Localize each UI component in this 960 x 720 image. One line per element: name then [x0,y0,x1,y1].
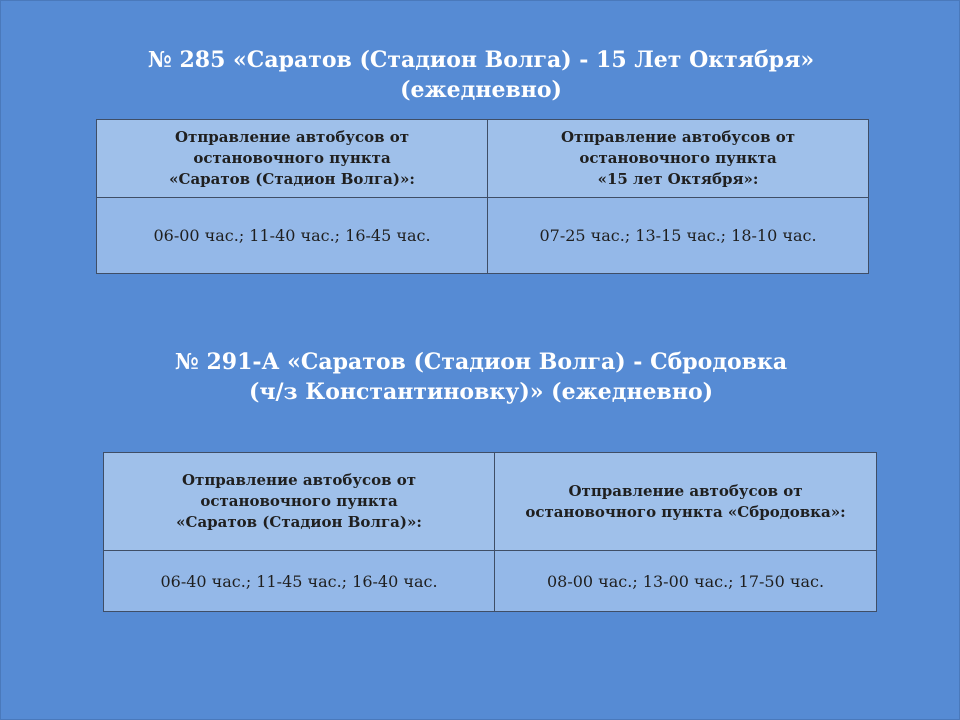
departure-sbrodovka-header [495,453,877,551]
departure-15-let-oktyabrya-header [488,120,869,198]
table-header-row [97,120,869,198]
header-line: Отправление автобусов от [568,481,803,500]
table-row [97,198,869,274]
route-285-schedule-table [96,119,869,274]
header-line: остановочного пункта [200,492,398,510]
departure-sbrodovka-times: 08-00 час.; 13-00 час.; 17-50 час. [495,551,877,612]
route-285-title-line1: № 285 «Саратов (Стадион Волга) - 15 Лет Октября» [147,47,815,73]
header-line: «15 лет Октября»: [597,170,759,188]
header-line: остановочного пункта [579,149,777,167]
departure-saratov-times: 06-00 час.; 11-40 час.; 16-45 час. [97,198,488,274]
header-line: Отправление автобусов от [181,471,417,489]
route-285-title-line2: (ежедневно) [400,77,562,103]
table-row [104,551,877,612]
departure-15-let-oktyabrya-times: 07-25 час.; 13-15 час.; 18-10 час. [488,198,869,274]
header-line: «Саратов (Стадион Волга)»: [169,170,415,188]
departure-saratov-header [97,120,488,198]
header-line: Отправление автобусов от [174,128,410,146]
header-line: Отправление автобусов от [560,128,796,146]
header-line: остановочного пункта «Сбродовка»: [525,502,846,521]
header-line: остановочного пункта [193,149,391,167]
route-285-title [1,45,960,105]
departure-saratov-header [104,453,495,551]
route-291a-schedule-table [103,452,877,612]
route-291a-title-line2: (ч/з Константиновку)» (ежедневно) [248,379,714,405]
departure-saratov-times: 06-40 час.; 11-45 час.; 16-40 час. [104,551,495,612]
route-291a-title [1,347,960,407]
route-291a-title-line1: № 291-А «Саратов (Стадион Волга) - Сбродовка [174,349,788,375]
header-line: «Саратов (Стадион Волга)»: [176,513,422,531]
table-header-row [104,453,877,551]
